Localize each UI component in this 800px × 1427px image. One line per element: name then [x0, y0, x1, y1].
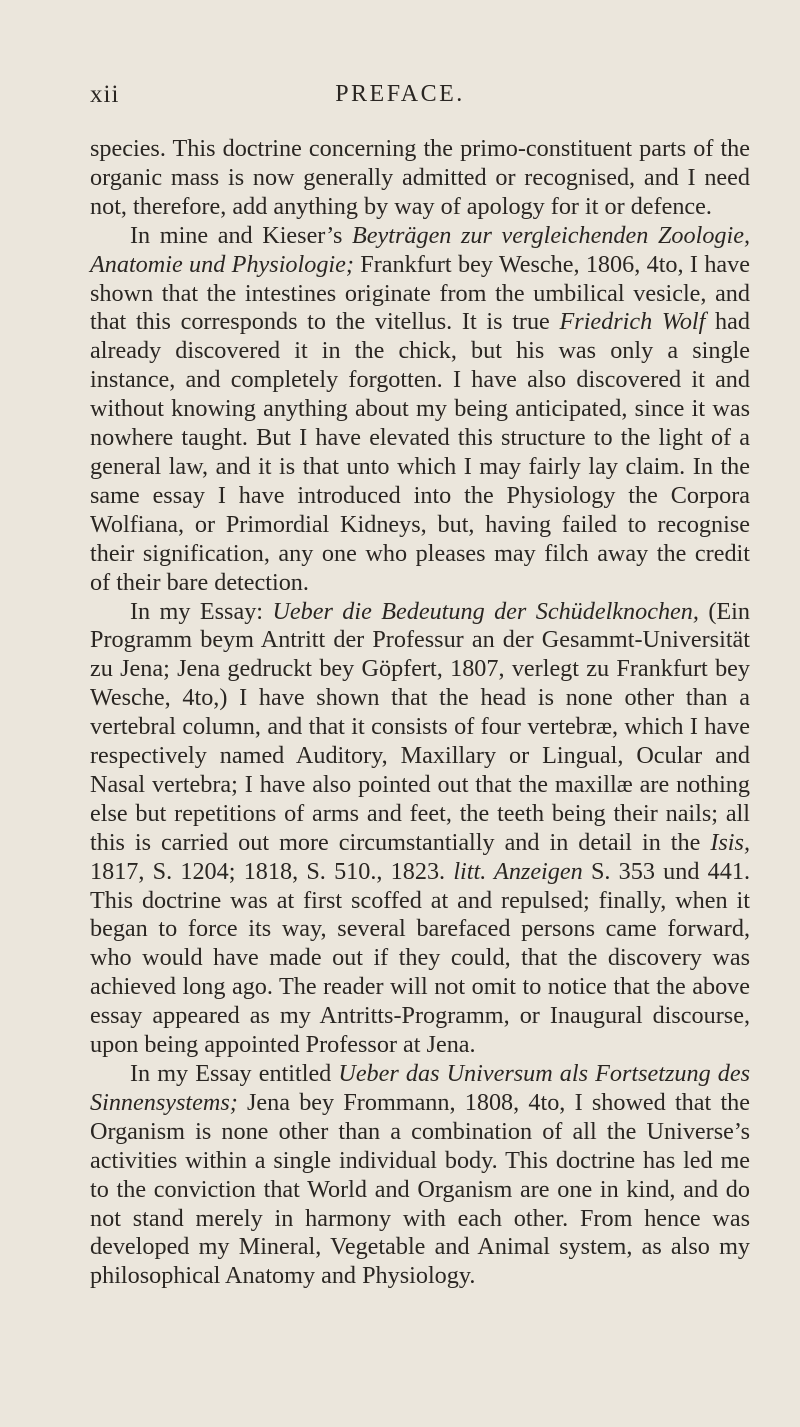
italic-name: Friedrich Wolf	[559, 308, 706, 336]
text-segment: (Ein Programm beym Antritt der Professur an der Gesammt-Universität zu Jena; Jena gedruckt bey Göpfert, 1807, verlegt zu Frankfurt bey Wesche, 4to,) I have shown that the head is none other than a vertebral column, and that it consists of four vertebræ, which I have respectively named Auditory, Maxillary or Lingual, Ocular and Nasal vertebra; I have also pointed out that the maxillæ are nothing else but repetitions of arms and feet, the teeth being their nails; all this is carried out more circumstantially and in detail in the	[90, 597, 750, 856]
text-segment: S. 353 und 441. This doctrine was at first scoffed at and repulsed; finally, when it began to force its way, several barefaced persons came forward, who would have made out if they could, that the discovery was achieved long ago. The reader will not omit to notice that the above essay appeared as my Antritts-Programm, or Inaugural discourse, upon being appointed Professor at Jena.	[90, 857, 751, 1059]
text-segment: Frankfurt bey Wesche, 1806, 4to, I have shown that the intestines originate from the umbilical vesicle, and that this corresponds to the vitellus. It is true	[90, 250, 750, 336]
text-segment: In mine and Kieser’s	[130, 221, 352, 249]
paragraph	[90, 222, 750, 598]
paragraph	[90, 1060, 750, 1291]
text-segment: 1817, S. 1204; 1818, S. 510., 1823.	[90, 857, 454, 885]
italic-title: Ueber die Bedeutung der Schüdelknochen,	[272, 597, 699, 625]
text-segment: In my Essay entitled	[130, 1060, 339, 1087]
paragraph	[90, 135, 750, 222]
text-segment: In my Essay:	[130, 597, 273, 625]
italic-title: Beyträgen zur vergleichenden Zoologie, Anatomie und Physiologie;	[90, 221, 751, 278]
text-segment: Jena bey Frommann, 1808, 4to, I showed that the Organism is none other than a combination of all the Universe’s activities within a single individual body. This doctrine has led me to the conviction that World and Organism are one in kind, and do not stand merely in harmony with each other. From hence was developed my Mineral, Vegetable and Animal system, as also my philosophical Anatomy and Physiology.	[90, 1088, 750, 1290]
running-title: PREFACE.	[335, 81, 465, 107]
italic-title: Isis,	[710, 828, 750, 856]
text-segment: species. This doctrine concerning the primo-constituent parts of the organic mass is now generally admitted or recognised, and I need not, therefore, add anything by way of apology for it or defence.	[90, 135, 750, 220]
italic-title: Ueber das Universum als Fortsetzung des Sinnensystems;	[90, 1060, 750, 1116]
body-text	[90, 135, 750, 1291]
page-number: xii	[90, 81, 120, 108]
page-header	[90, 81, 710, 111]
paragraph	[90, 598, 750, 1061]
italic-title: litt. Anzeigen	[453, 857, 583, 885]
text-segment: had already discovered it in the chick, but his was only a single instance, and completely forgotten. I have also discovered it and without knowing anything about my being anticipated, since it was nowhere taught. But I have elevated this structure to the light of a general law, and it is that unto which I may fairly lay claim. In the same essay I have introduced into the Physiology the Corpora Wolfiana, or Primordial Kidneys, but, having failed to recognise their signification, any one who pleases may filch away the credit of their bare detection.	[90, 308, 750, 596]
